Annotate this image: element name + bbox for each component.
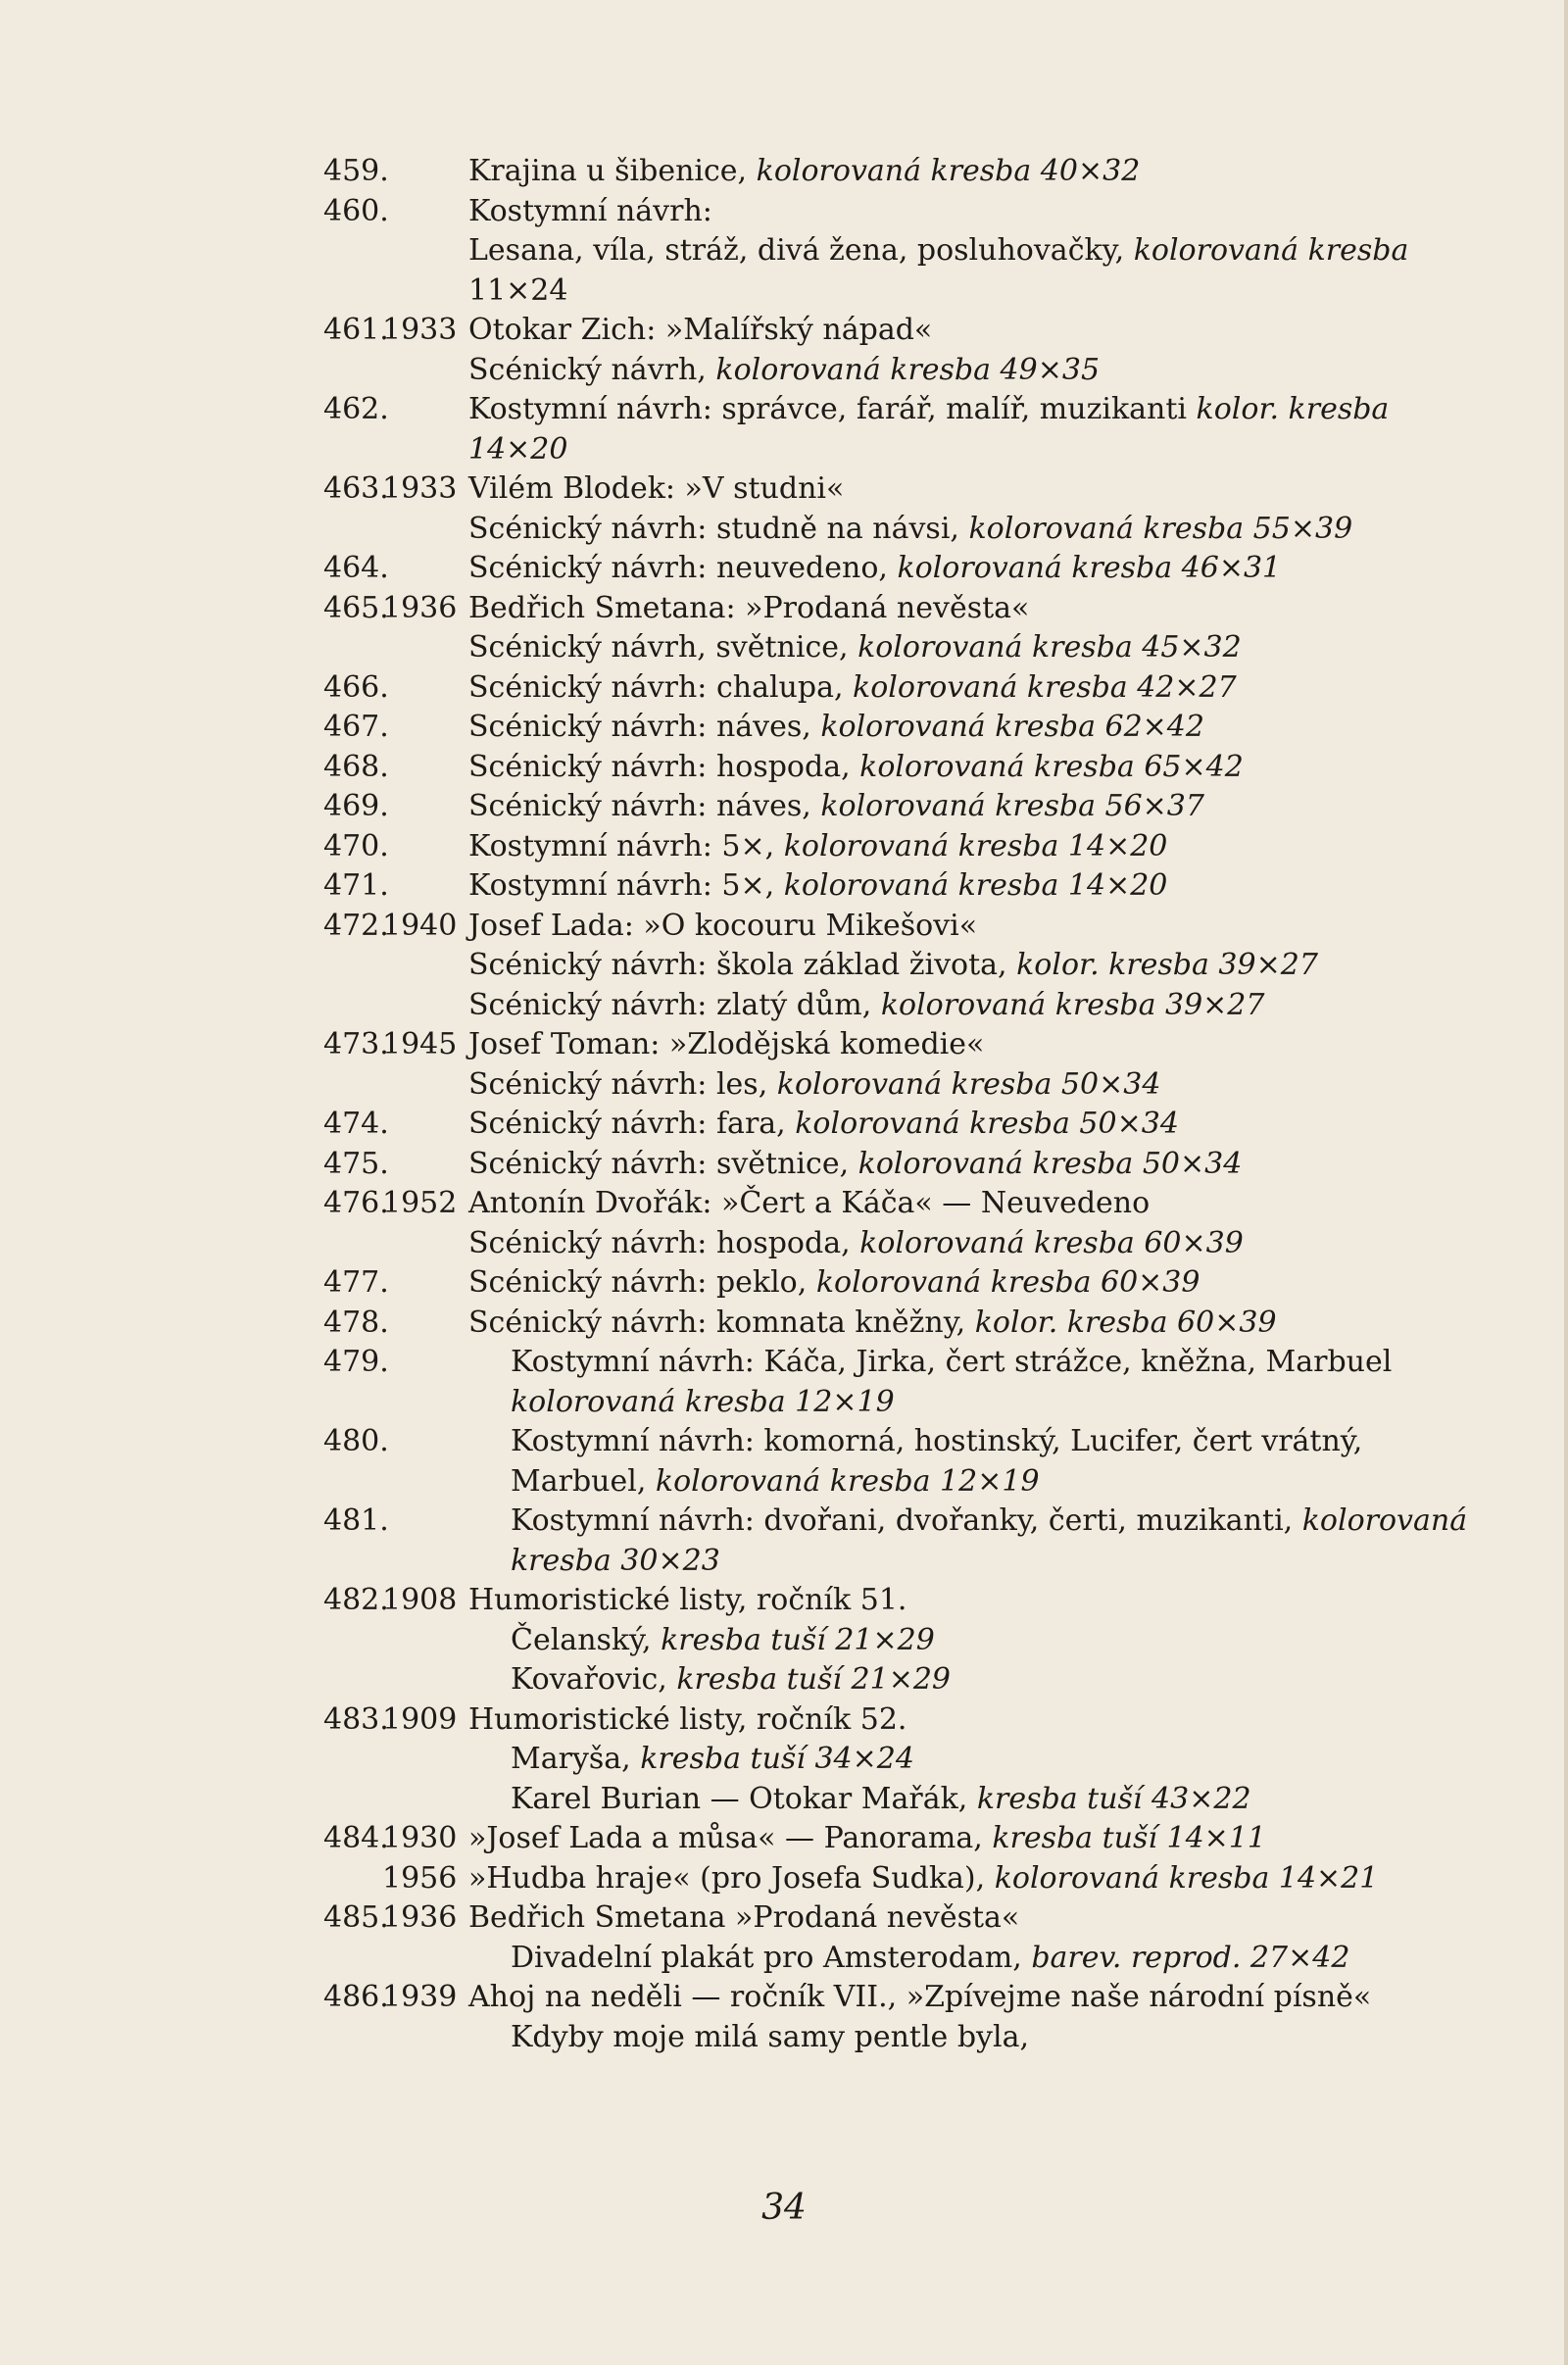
entry-text: [511, 1542, 720, 1582]
entry-description: Humoristické listy, ročník 51.: [468, 1583, 907, 1617]
entry-text: [468, 589, 1029, 629]
entry-technique: kolorovaná kresba: [1133, 233, 1409, 268]
entry-text: [468, 1263, 1200, 1304]
entry-description: 11×24: [468, 272, 568, 308]
catalog-line: [0, 1819, 1568, 1859]
catalog-line: [0, 231, 1568, 271]
entry-technique: kolorovaná kresba 62×42: [820, 710, 1204, 744]
entry-number: 467.: [323, 710, 389, 744]
entry-description: Humoristické listy, ročník 52.: [468, 1701, 907, 1737]
entry-technique: kresba 30×23: [511, 1543, 720, 1578]
entry-description: Kostymní návrh: Káča, Jirka, čert strážce, kněžna, Marbuel: [511, 1345, 1393, 1379]
page-number: 34: [761, 2188, 807, 2228]
catalog-line: [0, 1542, 1568, 1582]
entry-year: 1930: [382, 1821, 458, 1855]
entry-text: [468, 1581, 906, 1621]
catalog-line: [0, 1224, 1568, 1264]
entry-text: [468, 628, 1242, 668]
entry-text: [468, 1898, 1019, 1939]
entry-description: Scénický návrh: neuvedeno,: [468, 551, 898, 585]
entry-technique: kolorovaná kresba 42×27: [853, 669, 1237, 705]
entry-technique: kolorovaná kresba 50×34: [795, 1107, 1179, 1141]
entry-number: 464.: [323, 551, 389, 585]
entry-year: 1936: [382, 1900, 458, 1935]
entry-text: [468, 549, 1281, 589]
entry-number: 471.: [323, 868, 389, 903]
entry-text: [468, 1978, 1371, 2018]
catalog-line: [0, 390, 1568, 430]
catalog-line: [0, 1304, 1568, 1344]
entry-description: Scénický návrh: škola základ života,: [468, 948, 1017, 982]
entry-text: [468, 1184, 1150, 1224]
entry-text: [511, 1660, 951, 1700]
entry-text: [511, 1422, 1362, 1462]
entry-text: [511, 1740, 914, 1780]
entry-description: »Hudba hraje« (pro Josefa Sudka),: [468, 1860, 995, 1896]
entry-technique: kolorovaná: [1301, 1503, 1468, 1538]
entry-text: [468, 907, 977, 947]
entry-technique: kolor. kresba 39×27: [1016, 948, 1318, 982]
catalog-line: [0, 1422, 1568, 1462]
entry-description: Ahoj na neděli — ročník VII., »Zpívejme naše národní písně«: [468, 1980, 1372, 2014]
entry-year: 1945: [382, 1027, 458, 1061]
catalog-line: [0, 351, 1568, 391]
entry-text: [468, 986, 1264, 1026]
entry-description: Scénický návrh, světnice,: [468, 630, 858, 665]
entry-technique: kolorovaná kresba 45×32: [858, 630, 1242, 665]
catalog-line: [0, 549, 1568, 589]
catalog-line: [0, 1105, 1568, 1145]
entry-text: [511, 1502, 1467, 1542]
entry-technique: kolorovaná kresba 14×20: [783, 868, 1168, 903]
entry-description: Karel Burian — Otokar Mařák,: [511, 1781, 977, 1816]
entry-text: [511, 1780, 1251, 1820]
catalog-line: [0, 946, 1568, 986]
catalog-line: [0, 1025, 1568, 1065]
entry-year: 1939: [382, 1980, 458, 2014]
entry-description: »Josef Lada a můsa« — Panorama,: [468, 1821, 993, 1855]
entry-technique: kolorovaná kresba 40×32: [756, 154, 1141, 188]
entry-number: 476.: [323, 1186, 389, 1220]
entry-description: Scénický návrh: náves,: [468, 789, 821, 823]
entry-technique: kolorovaná kresba 56×37: [820, 789, 1204, 823]
catalog-line: [0, 866, 1568, 907]
entry-description: Kostymní návrh: správce, farář, malíř, muzikanti: [468, 392, 1197, 426]
entry-year: 1908: [382, 1583, 458, 1617]
catalog-line: [0, 1939, 1568, 1979]
catalog-line: [0, 708, 1568, 748]
catalog-line: [0, 510, 1568, 550]
catalog-line: [0, 2018, 1568, 2058]
page-edge: [1564, 0, 1568, 2365]
catalog-line: [0, 1898, 1568, 1939]
entry-number: 479.: [323, 1345, 389, 1379]
entry-description: Scénický návrh: komnata kněžny,: [468, 1305, 975, 1340]
entry-description: Josef Toman: »Zlodějská komedie«: [468, 1027, 985, 1061]
entry-description: Kostymní návrh: 5×,: [468, 828, 784, 863]
catalog-entries: [0, 152, 1568, 2057]
entry-number: 473.: [323, 1027, 389, 1061]
entry-technique: kolorovaná kresba 14×21: [994, 1860, 1379, 1896]
entry-technique: kolor. kresba: [1196, 392, 1390, 426]
entry-technique: kresba tuší 43×22: [976, 1781, 1251, 1816]
entry-technique: kolor. kresba 60×39: [974, 1305, 1277, 1340]
catalog-line: [0, 1660, 1568, 1700]
entry-description: Scénický návrh: zlatý dům,: [468, 987, 881, 1022]
entry-technique: kolorovaná kresba 12×19: [655, 1463, 1040, 1499]
entry-text: [468, 469, 844, 510]
entry-technique: kolorovaná kresba 50×34: [776, 1066, 1161, 1102]
entry-year: 1933: [382, 471, 458, 506]
entry-number: 484.: [323, 1821, 389, 1855]
entry-year: 1933: [382, 313, 458, 347]
entry-technique: 14×20: [468, 431, 568, 467]
entry-text: [468, 866, 1167, 907]
entry-number: 483.: [323, 1701, 389, 1737]
entry-text: [468, 152, 1140, 192]
catalog-line: [0, 430, 1568, 470]
entry-text: [468, 708, 1204, 748]
entry-technique: kolorovaná kresba 49×35: [715, 352, 1101, 387]
entry-number: 463.: [323, 471, 389, 506]
entry-text: [511, 1383, 895, 1423]
entry-description: Josef Lada: »O kocouru Mikešovi«: [468, 908, 978, 943]
entry-number: 482.: [323, 1583, 389, 1617]
entry-text: [468, 1859, 1378, 1899]
entry-number: 475.: [323, 1146, 389, 1181]
entry-technique: kresba tuší 14×11: [992, 1821, 1266, 1855]
entry-text: [511, 2018, 1029, 2058]
catalog-line: [0, 1621, 1568, 1661]
entry-description: Bedřich Smetana »Prodaná nevěsta«: [468, 1900, 1020, 1935]
entry-year: 1936: [382, 590, 458, 625]
entry-text: [511, 1343, 1392, 1383]
catalog-line: [0, 1581, 1568, 1621]
entry-technique: barev. reprod. 27×42: [1031, 1940, 1350, 1975]
entry-number: 468.: [323, 749, 389, 784]
catalog-line: [0, 1700, 1568, 1741]
entry-technique: kolorovaná kresba 14×20: [783, 828, 1168, 863]
catalog-line: [0, 1502, 1568, 1542]
catalog-line: [0, 1065, 1568, 1106]
entry-number: 474.: [323, 1107, 389, 1141]
catalog-line: [0, 1343, 1568, 1383]
entry-text: [468, 1145, 1242, 1185]
entry-technique: kolorovaná kresba 12×19: [511, 1384, 895, 1419]
entry-technique: kolorovaná kresba 46×31: [897, 551, 1282, 585]
entry-description: Scénický návrh: hospoda,: [468, 749, 860, 784]
entry-description: Scénický návrh: světnice,: [468, 1146, 858, 1181]
catalog-line: [0, 1263, 1568, 1304]
entry-number: 465.: [323, 590, 389, 625]
entry-technique: kolorovaná kresba 60×39: [859, 1225, 1244, 1260]
catalog-line: [0, 469, 1568, 510]
entry-technique: kresba tuší 34×24: [640, 1742, 914, 1776]
entry-technique: kresba tuší 21×29: [676, 1662, 952, 1697]
entry-text: [468, 510, 1352, 550]
entry-number: 486.: [323, 1980, 389, 2014]
entry-number: 470.: [323, 828, 389, 863]
entry-text: [468, 748, 1244, 788]
entry-number: 477.: [323, 1265, 389, 1300]
catalog-line: [0, 192, 1568, 232]
catalog-line: [0, 907, 1568, 947]
entry-number: 460.: [323, 193, 389, 228]
entry-number: 462.: [323, 392, 389, 426]
entry-description: Kostymní návrh: dvořani, dvořanky, čerti, muzikanti,: [511, 1503, 1302, 1538]
catalog-line: [0, 748, 1568, 788]
catalog-line: [0, 1859, 1568, 1899]
entry-number: 478.: [323, 1305, 389, 1340]
entry-number: 469.: [323, 789, 389, 823]
catalog-line: [0, 311, 1568, 351]
entry-description: Maryša,: [511, 1742, 641, 1776]
entry-text: [468, 430, 567, 470]
entry-year: 1956: [382, 1860, 458, 1896]
entry-description: Kostymní návrh:: [468, 193, 712, 228]
catalog-line: [0, 787, 1568, 827]
entry-text: [468, 1065, 1160, 1106]
entry-description: Scénický návrh: peklo,: [468, 1265, 816, 1300]
catalog-line: [0, 1462, 1568, 1503]
entry-text: [468, 271, 567, 312]
entry-text: [511, 1462, 1040, 1503]
entry-text: [468, 827, 1167, 867]
entry-text: [468, 231, 1408, 271]
entry-technique: kolorovaná kresba 65×42: [859, 749, 1244, 784]
catalog-line: [0, 1184, 1568, 1224]
entry-text: [468, 787, 1204, 827]
entry-description: Vilém Blodek: »V studni«: [468, 471, 845, 506]
catalog-line: [0, 1780, 1568, 1820]
entry-technique: kolorovaná kresba 50×34: [858, 1146, 1243, 1181]
catalog-line: [0, 827, 1568, 867]
entry-description: Scénický návrh,: [468, 352, 716, 387]
entry-number: 472.: [323, 908, 389, 943]
catalog-line: [0, 1145, 1568, 1185]
entry-description: Kovařovic,: [511, 1662, 677, 1697]
entry-description: Kdyby moje milá samy pentle byla,: [511, 2019, 1030, 2054]
catalog-line: [0, 986, 1568, 1026]
entry-number: 485.: [323, 1900, 389, 1935]
catalog-line: [0, 1978, 1568, 2018]
entry-description: Otokar Zich: »Malířský nápad«: [468, 313, 933, 347]
entry-description: Scénický návrh: chalupa,: [468, 669, 854, 705]
catalog-line: [0, 1383, 1568, 1423]
entry-description: Scénický návrh: náves,: [468, 710, 821, 744]
entry-description: Divadelní plakát pro Amsterodam,: [511, 1940, 1032, 1975]
entry-description: Čelanský,: [511, 1622, 662, 1657]
entry-text: [468, 390, 1389, 430]
entry-text: [468, 1105, 1179, 1145]
entry-year: 1952: [382, 1186, 458, 1220]
entry-description: Scénický návrh: fara,: [468, 1107, 796, 1141]
catalog-line: [0, 271, 1568, 312]
entry-technique: kolorovaná kresba 60×39: [815, 1265, 1200, 1300]
entry-text: [468, 311, 932, 351]
entry-technique: kolorovaná kresba 39×27: [880, 987, 1265, 1022]
entry-number: 461.: [323, 313, 389, 347]
entry-description: Scénický návrh: studně na návsi,: [468, 511, 969, 546]
entry-text: [468, 1819, 1266, 1859]
entry-technique: kresba tuší 21×29: [661, 1622, 935, 1657]
entry-number: 480.: [323, 1424, 389, 1458]
entry-number: 481.: [323, 1503, 389, 1538]
entry-description: Scénický návrh: les,: [468, 1066, 777, 1102]
entry-text: [511, 1939, 1349, 1979]
entry-text: [468, 192, 712, 232]
catalog-line: [0, 668, 1568, 709]
entry-description: Kostymní návrh: komorná, hostinský, Lucifer, čert vrátný,: [511, 1424, 1363, 1458]
entry-description: Marbuel,: [511, 1463, 656, 1499]
entry-text: [468, 946, 1318, 986]
entry-number: 459.: [323, 154, 389, 188]
entry-description: Kostymní návrh: 5×,: [468, 868, 784, 903]
entry-text: [468, 1304, 1277, 1344]
catalog-line: [0, 589, 1568, 629]
entry-description: Krajina u šibenice,: [468, 154, 757, 188]
entry-text: [468, 1700, 906, 1741]
catalog-line: [0, 628, 1568, 668]
entry-technique: kolorovaná kresba 55×39: [968, 511, 1353, 546]
entry-year: 1909: [382, 1701, 458, 1737]
catalog-line: [0, 1740, 1568, 1780]
entry-text: [468, 1224, 1244, 1264]
entry-description: Bedřich Smetana: »Prodaná nevěsta«: [468, 590, 1030, 625]
entry-description: Antonín Dvořák: »Čert a Káča« — Neuvedeno: [468, 1186, 1151, 1220]
entry-description: Scénický návrh: hospoda,: [468, 1225, 860, 1260]
entry-description: Lesana, víla, stráž, divá žena, posluhovačky,: [468, 233, 1134, 268]
entry-text: [511, 1621, 935, 1661]
entry-text: [468, 1025, 984, 1065]
catalog-line: [0, 152, 1568, 192]
entry-number: 466.: [323, 669, 389, 705]
entry-text: [468, 351, 1100, 391]
entry-year: 1940: [382, 908, 458, 943]
entry-text: [468, 668, 1237, 709]
